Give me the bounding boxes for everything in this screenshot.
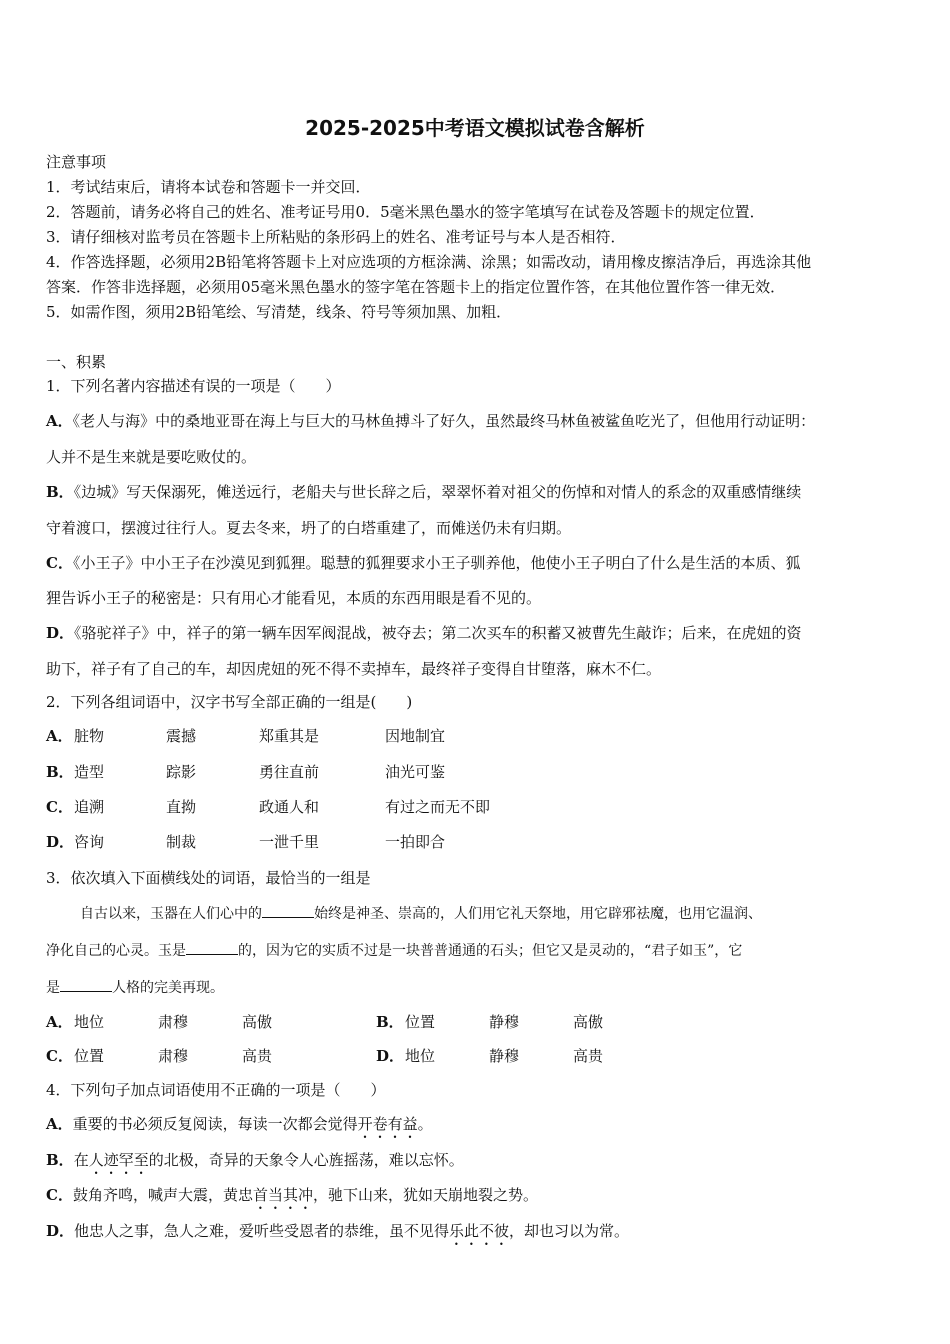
- option-text: 《边城》写天保溺死，傩送远行，老船夫与世长辞之后，翠翠怀着对祖父的伤悼和对情人的系念的双重感情继续: [73, 483, 802, 501]
- q2-label-c: C．: [46, 798, 73, 816]
- option-text: 《骆驼祥子》中，祥子的第一辆车因军阀混战，被夺去；第二次买车的积蓄又被曹先生敲诈；后来，在虎妞的资: [74, 624, 802, 642]
- q3-word: 肃穆: [158, 1013, 189, 1031]
- question-2-stem: 2．下列各组词语中，汉字书写全部正确的一组是( ): [46, 693, 413, 711]
- q1-option-c-cont: 狸告诉小王子的秘密是：只有用心才能看见，本质的东西用眼是看不见的。: [46, 589, 542, 607]
- fill-blank[interactable]: [186, 940, 238, 955]
- q3-word: 静穆: [489, 1013, 520, 1031]
- q2-word: 勇往直前: [259, 763, 320, 781]
- question-4-stem: 4．下列句子加点词语使用不正确的一项是（ ）: [46, 1081, 386, 1099]
- page-title: 2025-2025中考语文模拟试卷含解析: [305, 116, 645, 140]
- notice-item: 5．如需作图，须用2B铅笔绘、写清楚，线条、符号等须加黑、加粗．: [46, 303, 512, 321]
- dotted-phrase: 人迹罕至: [88, 1151, 149, 1169]
- section-heading: 一、积累: [46, 353, 107, 371]
- q3-label-c: C．: [46, 1047, 73, 1065]
- fill-blank[interactable]: [60, 977, 112, 992]
- q1-option-a: [46, 411, 815, 431]
- q1-option-b-cont: 守着渡口，摆渡过往行人。夏去冬来，坍了的白塔重建了，而傩送仍未有归期。: [46, 519, 572, 537]
- question-1-stem: 1．下列名著内容描述有误的一项是（ ）: [46, 377, 341, 395]
- dotted-phrase: 开卷有益: [357, 1115, 418, 1133]
- q1-option-a-cont: 人并不是生来就是要吃败仗的。: [46, 448, 257, 466]
- q2-label-a: A．: [46, 727, 73, 745]
- q3-word: 高傲: [242, 1013, 273, 1031]
- q3-word: 位置: [405, 1013, 436, 1031]
- fill-blank[interactable]: [262, 903, 314, 918]
- q2-word: 油光可鉴: [385, 763, 446, 781]
- q1-option-c: [46, 553, 800, 573]
- q3-label-d: D．: [376, 1047, 405, 1065]
- q2-word: 直拗: [166, 798, 197, 816]
- q3-word: 肃穆: [158, 1047, 189, 1065]
- notice-item: 2．答题前，请务必将自己的姓名、准考证号用0．5毫米黑色墨水的签字笔填写在试卷及答题卡的规定位置．: [46, 203, 765, 221]
- notice-heading: 注意事项: [46, 153, 107, 171]
- q1-option-d-cont: 助下，祥子有了自己的车，却因虎妞的死不得不卖掉车，最终祥子变得自甘堕落，麻木不仁。: [46, 660, 662, 678]
- q3-word: 地位: [74, 1013, 105, 1031]
- q2-word: 震撼: [166, 727, 197, 745]
- option-text: 《小王子》中小王子在沙漠见到狐狸。聪慧的狐狸要求小王子驯养他，他使小王子明白了什么是生活的本质、狐: [72, 554, 801, 572]
- q2-word: 有过之而无不即: [385, 798, 491, 816]
- q3-passage-line: 是 人格的完美再现。: [46, 977, 224, 998]
- q4-option-b: B．在人迹罕至的北极，奇异的天象令人心旌摇荡，难以忘怀。: [46, 1151, 464, 1169]
- notice-item: 答案．作答非选择题，必须用05毫米黑色墨水的签字笔在答题卡上的指定位置作答，在其他位置作答一律无效．: [46, 278, 786, 296]
- option-text: 《老人与海》中的桑地亚哥在海上与巨大的马林鱼搏斗了好久，虽然最终马林鱼被鲨鱼吃光了，但他用行动证明：: [72, 412, 816, 430]
- q2-word: 郑重其是: [259, 727, 320, 745]
- option-label: A．: [46, 412, 73, 430]
- notice-item: 1．考试结束后，请将本试卷和答题卡一并交回．: [46, 178, 371, 196]
- question-3-stem: 3．依次填入下面横线处的词语，最恰当的一组是: [46, 869, 371, 887]
- option-label: B．: [46, 483, 74, 501]
- q2-word: 追溯: [74, 798, 105, 816]
- q4-option-c: C．鼓角齐鸣，喊声大震，黄忠首当其冲，驰下山来，犹如天崩地裂之势。: [46, 1186, 538, 1204]
- q3-label-b: B．: [376, 1013, 404, 1031]
- q2-word: 造型: [74, 763, 105, 781]
- q2-word: 制裁: [166, 833, 197, 851]
- q1-option-b: [46, 482, 801, 502]
- option-label: C．: [46, 554, 73, 572]
- q2-word: 一泄千里: [259, 833, 320, 851]
- q3-word: 高傲: [573, 1013, 604, 1031]
- q2-word: 因地制宜: [385, 727, 446, 745]
- q4-option-a: A．重要的书必须反复阅读，每读一次都会觉得开卷有益。: [46, 1115, 433, 1133]
- q2-label-d: D．: [46, 833, 75, 851]
- dotted-phrase: 首当其冲: [252, 1186, 313, 1204]
- notice-item: 3．请仔细核对监考员在答题卡上所粘贴的条形码上的姓名、准考证号与本人是否相符．: [46, 228, 626, 246]
- q3-word: 位置: [74, 1047, 105, 1065]
- q2-word: 咨询: [74, 833, 105, 851]
- q3-word: 静穆: [489, 1047, 520, 1065]
- dotted-phrase: 乐此不彼: [449, 1222, 510, 1240]
- q2-word: 踪影: [166, 763, 197, 781]
- q3-passage-line: 自古以来，玉器在人们心中的 始终是神圣、崇高的，人们用它礼天祭地，用它辟邪祛魔，也用它温润、: [80, 903, 762, 924]
- q4-option-d: D．他忠人之事，急人之难，爱听些受恩者的恭维，虽不见得乐此不彼，却也习以为常。: [46, 1222, 630, 1240]
- q3-word: 地位: [405, 1047, 436, 1065]
- q2-word: 政通人和: [259, 798, 320, 816]
- notice-item: 4．作答选择题，必须用2B铅笔将答题卡上对应选项的方框涂满、涂黑；如需改动，请用橡皮擦洁净后，再选涂其他: [46, 253, 812, 271]
- q2-word: 一拍即合: [385, 833, 446, 851]
- q2-label-b: B．: [46, 763, 74, 781]
- option-label: D．: [46, 624, 75, 642]
- q3-label-a: A．: [46, 1013, 73, 1031]
- q3-passage-line: 净化自己的心灵。玉是 的，因为它的实质不过是一块普普通通的石头；但它又是灵动的，“君子如玉”，它: [46, 940, 742, 961]
- q3-word: 高贵: [242, 1047, 273, 1065]
- q3-word: 高贵: [573, 1047, 604, 1065]
- q1-option-d: [46, 623, 802, 643]
- q2-word: 脏物: [74, 727, 105, 745]
